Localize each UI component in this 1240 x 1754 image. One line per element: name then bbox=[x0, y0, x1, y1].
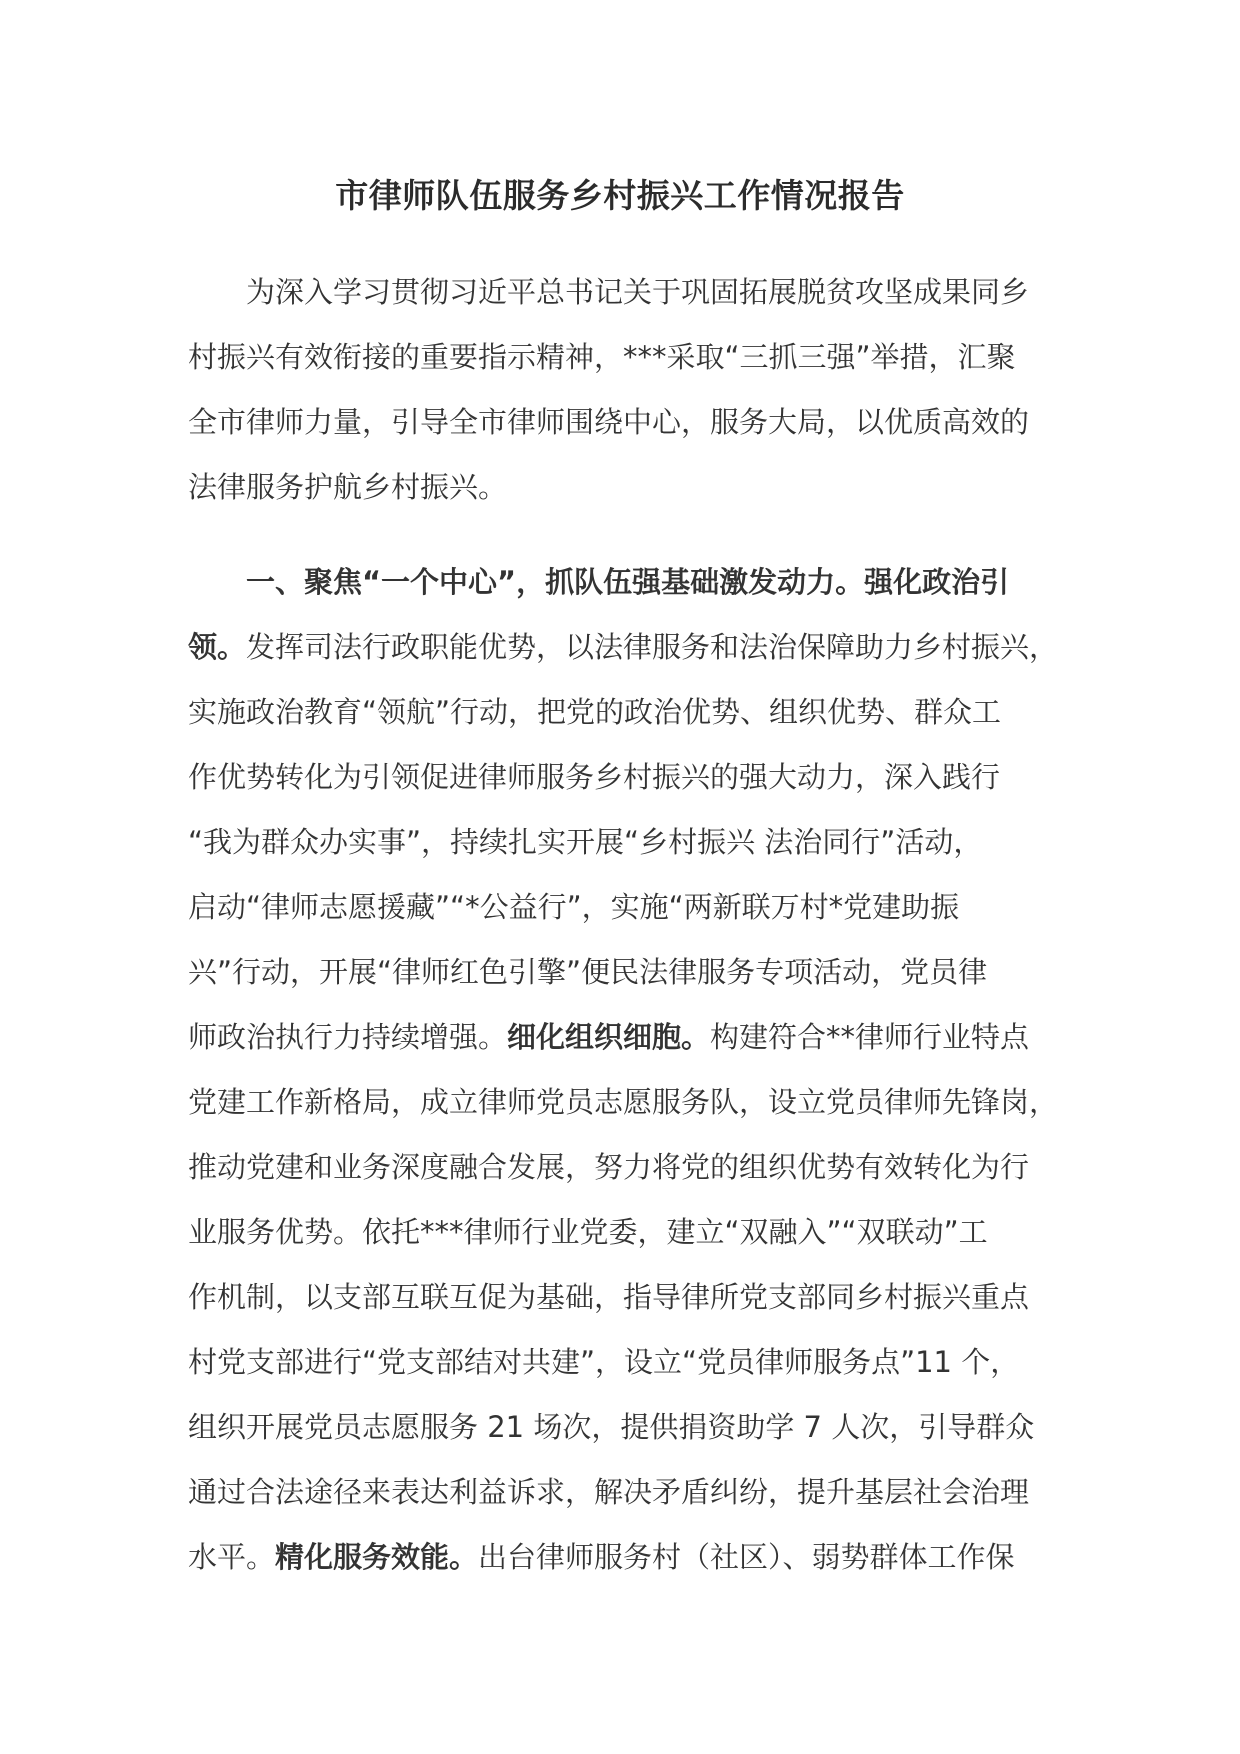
section-heading: 一、聚焦“一个中心”，抓队伍强基础激发动力。强化政治引 bbox=[246, 565, 1010, 599]
paragraph-line: 为深入学习贯彻习近平总书记关于巩固拓展脱贫攻坚成果同乡 bbox=[246, 275, 1030, 309]
section-one-paragraph bbox=[188, 550, 1088, 1590]
paragraph-line: 村党支部进行“党支部结对共建”，设立“党员律师服务点”11 个， bbox=[188, 1345, 1020, 1379]
paragraph-line: 业服务优势。依托***律师行业党委，建立“双融入”“双联动”工 bbox=[188, 1215, 988, 1249]
paragraph-line: 推动党建和业务深度融合发展，努力将党的组织优势有效转化为行 bbox=[188, 1150, 1030, 1184]
paragraph-text: 出台律师服务村（社区）、弱势群体工作保 bbox=[478, 1540, 1015, 1574]
subheading-inline: 细化组织细胞。 bbox=[507, 1020, 711, 1054]
paragraph-line: 村振兴有效衔接的重要指示精神，***采取“三抓三强”举措，汇聚 bbox=[188, 340, 1016, 374]
intro-paragraph bbox=[188, 260, 1088, 520]
paragraph-line: 法律服务护航乡村振兴。 bbox=[188, 470, 508, 504]
paragraph-line: 兴”行动，开展“律师红色引擎”便民法律服务专项活动，党员律 bbox=[188, 955, 988, 989]
paragraph-line: 作机制，以支部互联互促为基础，指导律所党支部同乡村振兴重点 bbox=[188, 1280, 1030, 1314]
paragraph-line: 党建工作新格局，成立律师党员志愿服务队，设立党员律师先锋岗， bbox=[188, 1085, 1059, 1119]
subheading-inline: 领。 bbox=[188, 630, 247, 664]
paragraph-line bbox=[188, 1525, 1088, 1590]
paragraph-line: 组织开展党员志愿服务 21 场次，提供捐资助学 7 人次，引导群众 bbox=[188, 1410, 1035, 1444]
paragraph-text: 发挥司法行政职能优势，以法律服务和法治保障助力乡村振兴， bbox=[246, 630, 1059, 664]
paragraph-text: 水平。 bbox=[188, 1540, 276, 1574]
paragraph-line bbox=[188, 1005, 1088, 1070]
paragraph-line: 实施政治教育“领航”行动，把党的政治优势、组织优势、群众工 bbox=[188, 695, 1002, 729]
paragraph-line: “我为群众办实事”，持续扎实开展“乡村振兴 法治同行”活动， bbox=[188, 825, 983, 859]
paragraph-text: 师政治执行力持续增强。 bbox=[188, 1020, 508, 1054]
paragraph-line: 启动“律师志愿援藏”“*公益行”，实施“两新联万村*党建助振 bbox=[188, 890, 960, 924]
document-title: 市律师队伍服务乡村振兴工作情况报告 bbox=[335, 176, 905, 215]
paragraph-line: 作优势转化为引领促进律师服务乡村振兴的强大动力，深入践行 bbox=[188, 760, 1001, 794]
subheading-inline: 精化服务效能。 bbox=[275, 1540, 479, 1574]
paragraph-line: 通过合法途径来表达利益诉求，解决矛盾纠纷，提升基层社会治理 bbox=[188, 1475, 1030, 1509]
paragraph-line bbox=[188, 615, 1088, 680]
paragraph-text: 构建符合**律师行业特点 bbox=[710, 1020, 1030, 1054]
paragraph-line: 全市律师力量，引导全市律师围绕中心，服务大局，以优质高效的 bbox=[188, 405, 1030, 439]
